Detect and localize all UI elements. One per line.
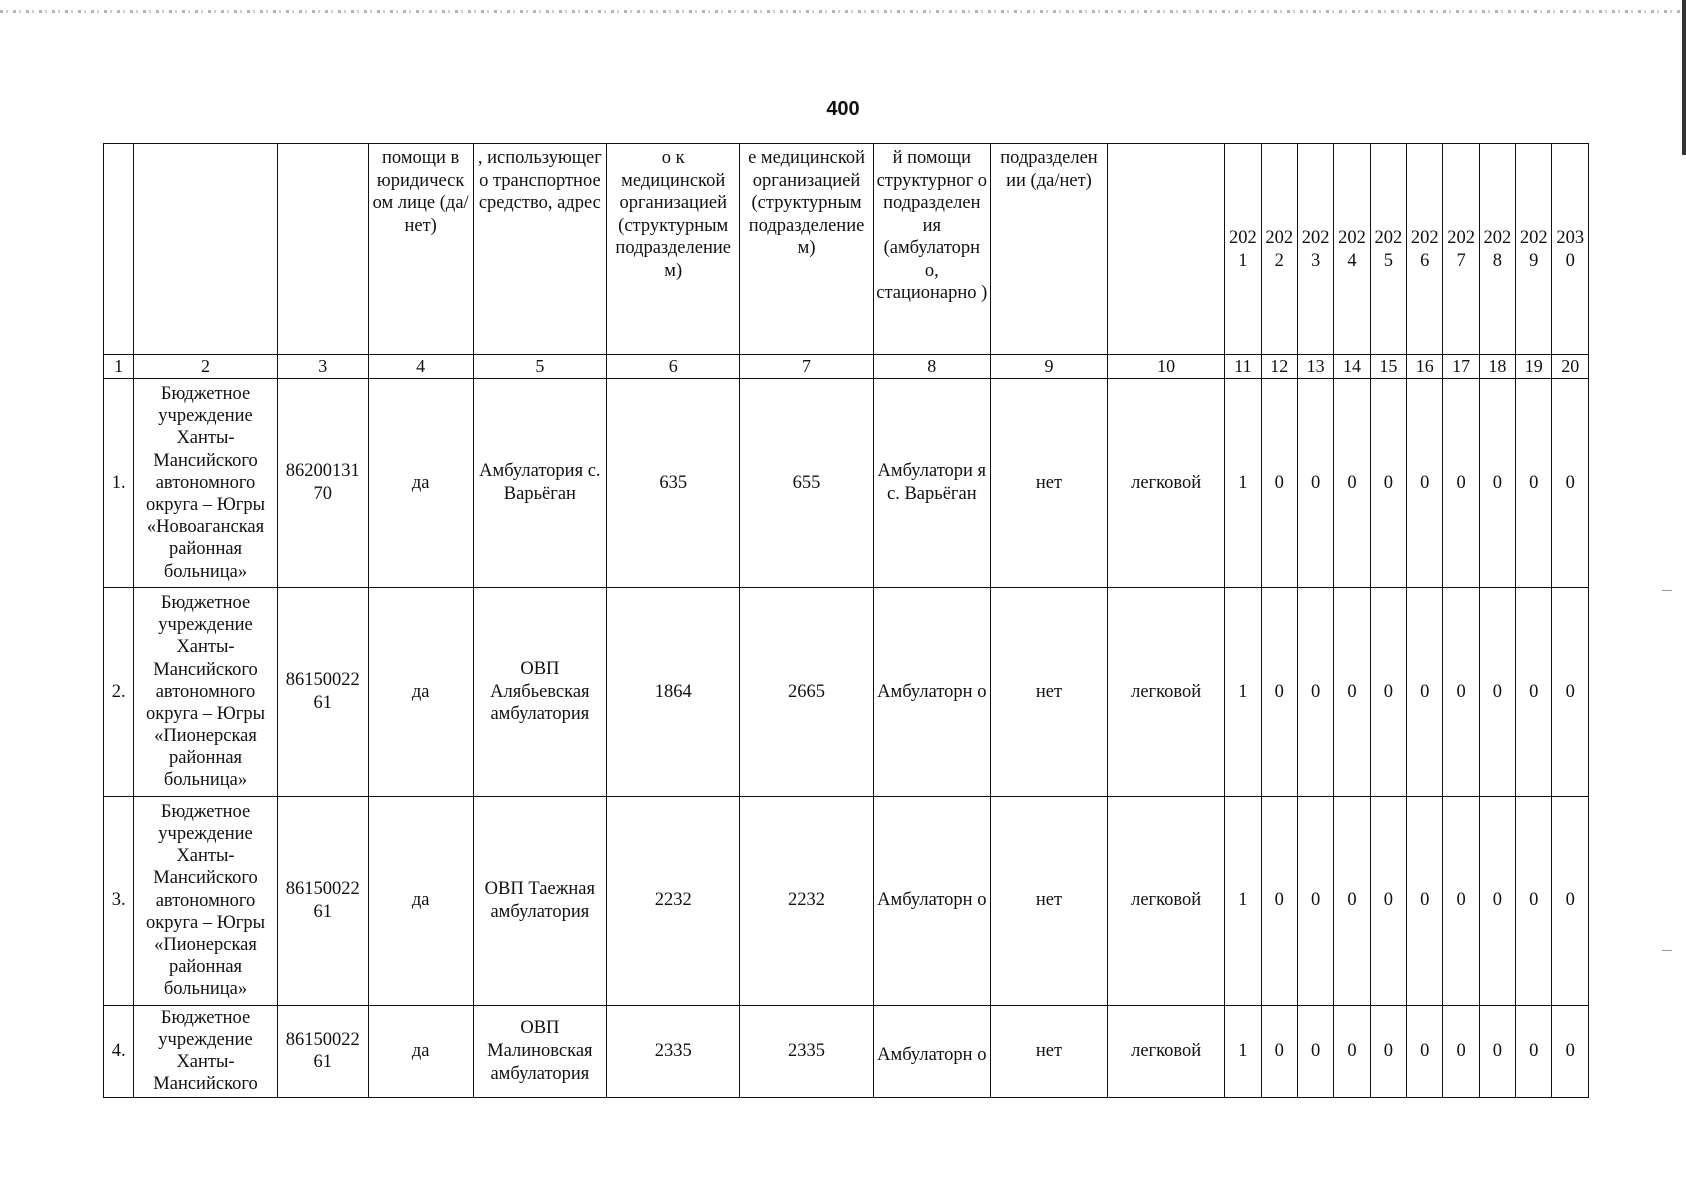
header-cell-4: помощи в юридическ ом лице (да/нет) bbox=[368, 144, 473, 355]
page-number: 400 bbox=[826, 98, 860, 120]
column-number: 12 bbox=[1261, 354, 1297, 378]
year-value: 0 bbox=[1552, 1005, 1589, 1097]
organization-name: Бюджетное учреждение Ханты-Мансийского bbox=[134, 1005, 277, 1097]
availability-flag: нет bbox=[990, 796, 1107, 1005]
year-value: 0 bbox=[1516, 378, 1552, 587]
column-number: 17 bbox=[1443, 354, 1479, 378]
unit-type: Амбулаторн о bbox=[873, 587, 990, 796]
distance-value: 2232 bbox=[740, 796, 873, 1005]
year-value: 0 bbox=[1443, 587, 1479, 796]
year-value: 0 bbox=[1334, 587, 1370, 796]
column-number: 18 bbox=[1479, 354, 1515, 378]
legal-entity-flag: да bbox=[368, 587, 473, 796]
year-value: 0 bbox=[1370, 587, 1406, 796]
year-value: 0 bbox=[1297, 796, 1333, 1005]
header-year: 202 6 bbox=[1407, 144, 1443, 355]
year-value: 0 bbox=[1516, 587, 1552, 796]
header-year: 202 3 bbox=[1297, 144, 1333, 355]
column-number: 19 bbox=[1516, 354, 1552, 378]
column-number: 8 bbox=[873, 354, 990, 378]
row-number: 2. bbox=[104, 587, 134, 796]
scan-margin-mark bbox=[1682, 0, 1686, 155]
year-value: 1 bbox=[1225, 796, 1261, 1005]
table-row bbox=[104, 587, 1589, 796]
header-year: 202 7 bbox=[1443, 144, 1479, 355]
row-number: 1. bbox=[104, 378, 134, 587]
row-number: 3. bbox=[104, 796, 134, 1005]
year-value: 0 bbox=[1443, 378, 1479, 587]
header-cell-10 bbox=[1108, 144, 1225, 355]
unit-name: ОВП Малиновская амбулатория bbox=[473, 1005, 606, 1097]
year-value: 0 bbox=[1297, 378, 1333, 587]
year-value: 0 bbox=[1370, 378, 1406, 587]
scan-dash-mark bbox=[1662, 590, 1672, 591]
year-value: 0 bbox=[1479, 587, 1515, 796]
table-row bbox=[104, 378, 1589, 587]
column-number: 14 bbox=[1334, 354, 1370, 378]
vehicle-type: легковой bbox=[1108, 796, 1225, 1005]
row-number: 4. bbox=[104, 1005, 134, 1097]
year-value: 0 bbox=[1334, 1005, 1370, 1097]
column-number: 13 bbox=[1297, 354, 1333, 378]
organization-code: 86200131 70 bbox=[277, 378, 368, 587]
data-table bbox=[103, 143, 1589, 1098]
column-number: 5 bbox=[473, 354, 606, 378]
legal-entity-flag: да bbox=[368, 796, 473, 1005]
year-value: 1 bbox=[1225, 1005, 1261, 1097]
header-cell-5: , использующег о транспортное средство, адрес bbox=[473, 144, 606, 355]
vehicle-type: легковой bbox=[1108, 587, 1225, 796]
organization-name: Бюджетное учреждение Ханты-Мансийского автономного округа – Югры «Пионерская районная больница» bbox=[134, 796, 277, 1005]
year-value: 0 bbox=[1516, 1005, 1552, 1097]
legal-entity-flag: да bbox=[368, 378, 473, 587]
unit-type: Амбулаторн о bbox=[873, 796, 990, 1005]
column-number: 4 bbox=[368, 354, 473, 378]
unit-type: Амбулатори я с. Варьёган bbox=[873, 378, 990, 587]
column-number: 3 bbox=[277, 354, 368, 378]
year-value: 0 bbox=[1516, 796, 1552, 1005]
year-value: 0 bbox=[1261, 1005, 1297, 1097]
column-number-row bbox=[104, 354, 1589, 378]
header-cell-7: е медицинской организацией (структурным подразделение м) bbox=[740, 144, 873, 355]
header-cell-3 bbox=[277, 144, 368, 355]
header-year: 202 8 bbox=[1479, 144, 1515, 355]
year-value: 1 bbox=[1225, 587, 1261, 796]
year-value: 0 bbox=[1334, 796, 1370, 1005]
table-row bbox=[104, 796, 1589, 1005]
column-number: 16 bbox=[1407, 354, 1443, 378]
column-number: 6 bbox=[607, 354, 740, 378]
header-year: 202 1 bbox=[1225, 144, 1261, 355]
year-value: 0 bbox=[1443, 796, 1479, 1005]
year-value: 0 bbox=[1334, 378, 1370, 587]
vehicle-type: легковой bbox=[1108, 1005, 1225, 1097]
organization-name: Бюджетное учреждение Ханты-Мансийского автономного округа – Югры «Пионерская районная больница» bbox=[134, 587, 277, 796]
header-cell-2 bbox=[134, 144, 277, 355]
availability-flag: нет bbox=[990, 587, 1107, 796]
column-number: 11 bbox=[1225, 354, 1261, 378]
year-value: 0 bbox=[1297, 1005, 1333, 1097]
organization-code: 86150022 61 bbox=[277, 587, 368, 796]
unit-name: ОВП Алябьевская амбулатория bbox=[473, 587, 606, 796]
vehicle-type: легковой bbox=[1108, 378, 1225, 587]
year-value: 0 bbox=[1407, 587, 1443, 796]
availability-flag: нет bbox=[990, 1005, 1107, 1097]
year-value: 0 bbox=[1407, 1005, 1443, 1097]
year-value: 0 bbox=[1370, 1005, 1406, 1097]
column-number: 1 bbox=[104, 354, 134, 378]
header-year: 203 0 bbox=[1552, 144, 1589, 355]
year-value: 0 bbox=[1479, 378, 1515, 587]
header-cell-8: й помощи структурног о подразделен ия (амбулаторн о, стационарно ) bbox=[873, 144, 990, 355]
unit-name: Амбулатория с. Варьёган bbox=[473, 378, 606, 587]
year-value: 0 bbox=[1297, 587, 1333, 796]
year-value: 1 bbox=[1225, 378, 1261, 587]
table-row bbox=[104, 1005, 1589, 1097]
distance-value: 2335 bbox=[607, 1005, 740, 1097]
column-number: 2 bbox=[134, 354, 277, 378]
year-value: 0 bbox=[1552, 796, 1589, 1005]
year-value: 0 bbox=[1261, 587, 1297, 796]
year-value: 0 bbox=[1261, 378, 1297, 587]
availability-flag: нет bbox=[990, 378, 1107, 587]
organization-code: 86150022 61 bbox=[277, 1005, 368, 1097]
organization-name: Бюджетное учреждение Ханты-Мансийского автономного округа – Югры «Новоаганская районная больница» bbox=[134, 378, 277, 587]
scan-edge-noise bbox=[0, 10, 1686, 13]
year-value: 0 bbox=[1552, 378, 1589, 587]
year-value: 0 bbox=[1370, 796, 1406, 1005]
column-number: 7 bbox=[740, 354, 873, 378]
year-value: 0 bbox=[1479, 796, 1515, 1005]
year-value: 0 bbox=[1479, 1005, 1515, 1097]
header-year: 202 4 bbox=[1334, 144, 1370, 355]
year-value: 0 bbox=[1407, 796, 1443, 1005]
year-value: 0 bbox=[1407, 378, 1443, 587]
header-year: 202 2 bbox=[1261, 144, 1297, 355]
header-year: 202 9 bbox=[1516, 144, 1552, 355]
column-number: 10 bbox=[1108, 354, 1225, 378]
scan-dash-mark bbox=[1662, 950, 1672, 951]
year-value: 0 bbox=[1261, 796, 1297, 1005]
column-number: 9 bbox=[990, 354, 1107, 378]
year-value: 0 bbox=[1443, 1005, 1479, 1097]
header-cell-6: о к медицинской организацией (структурным подразделение м) bbox=[607, 144, 740, 355]
distance-value: 655 bbox=[740, 378, 873, 587]
distance-value: 2665 bbox=[740, 587, 873, 796]
header-cell-1 bbox=[104, 144, 134, 355]
header-cell-9: подразделен ии (да/нет) bbox=[990, 144, 1107, 355]
unit-type: Амбулаторн о bbox=[873, 1005, 990, 1097]
year-value: 0 bbox=[1552, 587, 1589, 796]
header-row bbox=[104, 144, 1589, 355]
unit-name: ОВП Таежная амбулатория bbox=[473, 796, 606, 1005]
distance-value: 1864 bbox=[607, 587, 740, 796]
organization-code: 86150022 61 bbox=[277, 796, 368, 1005]
distance-value: 2232 bbox=[607, 796, 740, 1005]
legal-entity-flag: да bbox=[368, 1005, 473, 1097]
header-year: 202 5 bbox=[1370, 144, 1406, 355]
column-number: 15 bbox=[1370, 354, 1406, 378]
distance-value: 635 bbox=[607, 378, 740, 587]
column-number: 20 bbox=[1552, 354, 1589, 378]
distance-value: 2335 bbox=[740, 1005, 873, 1097]
